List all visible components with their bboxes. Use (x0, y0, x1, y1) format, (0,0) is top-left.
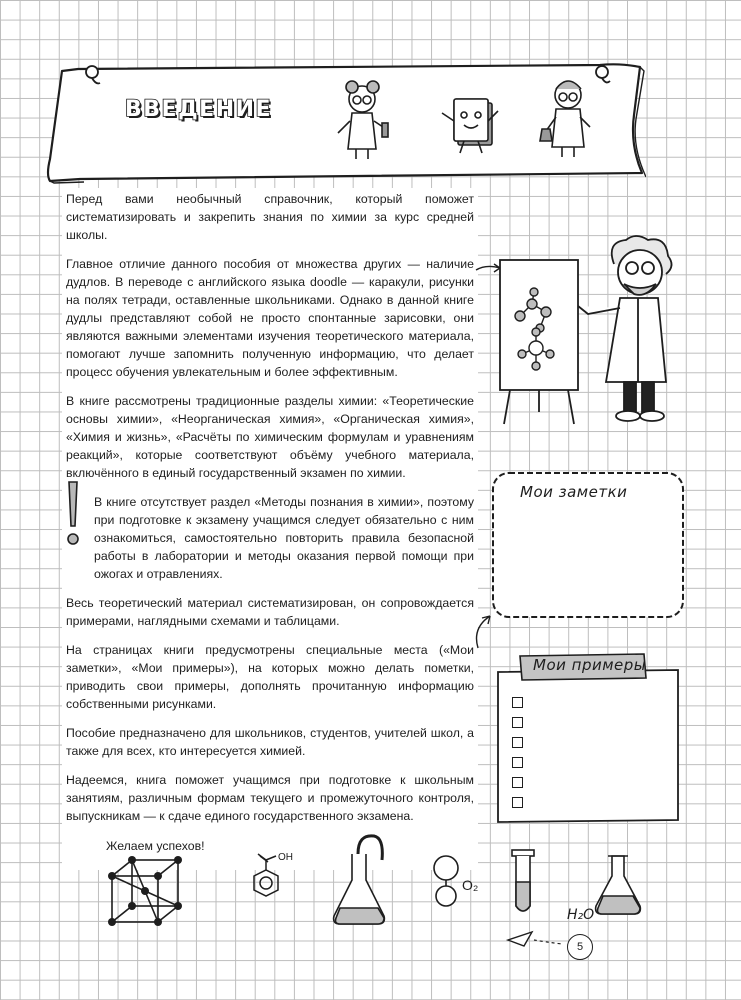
checkbox[interactable] (512, 697, 523, 708)
flask-icon (590, 852, 646, 918)
benzoic-acid-icon (232, 850, 302, 910)
paragraph: Надеемся, книга поможет учащимся при подготовке к школьным занятиям, различным формам текущего и промежуточного контроля, выпускникам — к сдаче единого государственного экзамена. (66, 773, 474, 823)
paragraph-note: В книге отсутствует раздел «Методы познания в химии», поэтому при подготовке к экзамену учащимся следует обязательно с ним ознакомиться, самостоятельно повторить правила безопасной работы в лаборатории и методы оказания первой помощи при ожогах и отравлениях. (94, 495, 474, 581)
my-examples-label: Мои примеры (533, 656, 647, 674)
checkbox[interactable] (512, 797, 523, 808)
oxygen-molecule-icon (428, 852, 488, 916)
my-notes-label: Мои заметки (520, 483, 628, 501)
checkbox[interactable] (512, 737, 523, 748)
arrow-icon (466, 612, 496, 652)
crystal-lattice-icon (104, 852, 190, 932)
professor-icon (578, 236, 672, 421)
checkbox[interactable] (512, 777, 523, 788)
test-tube-icon (508, 848, 538, 918)
sign-off: Желаем успехов! (106, 839, 205, 853)
paragraph: Перед вами необычный справочник, который поможет систематизировать и закрепить знания по химии за курс средней школы. (66, 192, 474, 242)
page-number: 5 (567, 934, 593, 960)
checkbox[interactable] (512, 757, 523, 768)
page-title: ВВЕДЕНИЕ (125, 97, 273, 122)
paper-plane-icon (504, 928, 564, 952)
exclamation-icon (62, 478, 84, 550)
paragraph: На страницах книги предусмотрены специальные места («Мои заметки», «Мои примеры»), на которых можно делать пометки, приводить свои примеры, дополнять прочитанную информацию собственными рисунками. (66, 643, 474, 711)
flask-with-tube-icon (328, 830, 394, 930)
o2-label: O₂ (462, 877, 479, 893)
checkbox[interactable] (512, 717, 523, 728)
paragraph: Главное отличие данного пособия от множества других — наличие дудлов. В переводе с английского языка doodle — каракули, рисунки на полях тетради, оставленные школьниками. Однако в данной книге дудлы представляют собой не просто спонтанные зарисовки, они являются важными элементами изучения теоретического материала, помогают лучше запомнить полученную информацию, что делает процесс обучения увлекательным и более эффективным. (66, 257, 474, 379)
intro-text-column (62, 188, 478, 870)
h2o-label: H₂O (567, 907, 595, 923)
paragraph: Весь теоретический материал систематизирован, он сопровождается примерами, наглядными схемами и таблицами. (66, 596, 474, 628)
paragraph: Пособие предназначено для школьников, студентов, учителей школ, а также для всех, кто интересуется химией. (66, 726, 474, 758)
professor-illustration (470, 232, 710, 432)
oh-label: OH (278, 852, 293, 863)
paragraph: В книге рассмотрены традиционные разделы химии: «Теоретические основы химии», «Неорганическая химия», «Органическая химия», «Химия и жизнь», «Расчёты по химическим формулам и уравнениям реакций», которые соответствуют объёму учебного материала, включённого в единый государственный экзамен по химии. (66, 394, 474, 480)
